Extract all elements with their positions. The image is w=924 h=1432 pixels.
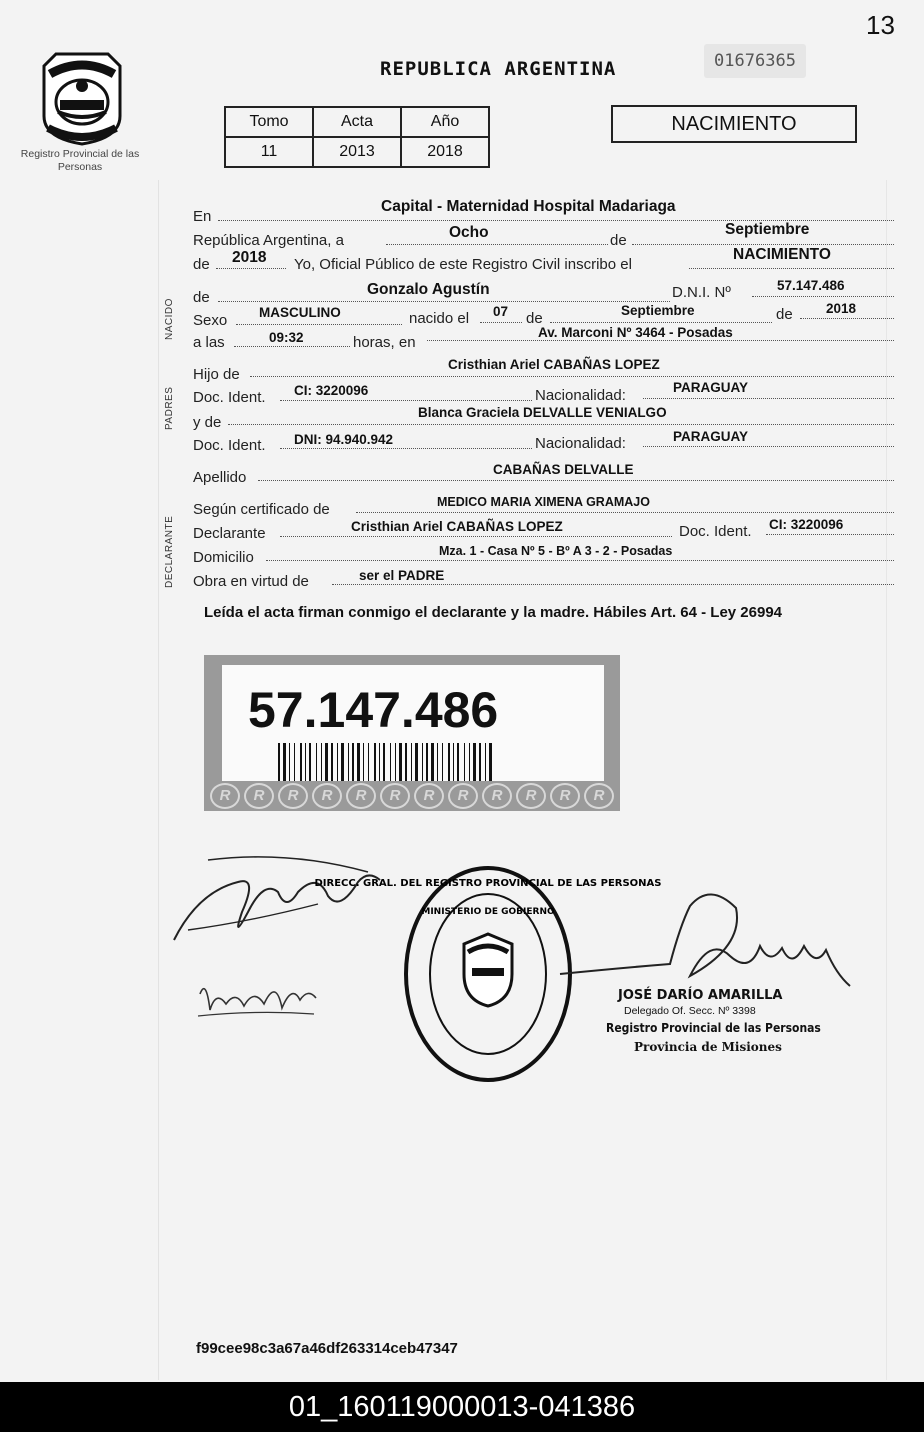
- value-madre: Blanca Graciela DELVALLE VENIALGO: [418, 405, 667, 420]
- side-label-nacido: NACIDO: [164, 298, 175, 340]
- mother-signature: [196, 970, 320, 1026]
- document-title: REPUBLICA ARGENTINA: [380, 58, 617, 80]
- label-doc-ident: Doc. Ident.: [193, 437, 266, 454]
- pattern-letter: R: [516, 783, 546, 809]
- pattern-letter: R: [278, 783, 308, 809]
- pattern-letter: R: [584, 783, 614, 809]
- dotted-line: [280, 400, 532, 401]
- province-coat-of-arms-logo: [36, 46, 128, 146]
- value-anio-nacimiento: 2018: [826, 301, 857, 316]
- table-row: [225, 137, 489, 167]
- label-domicilio: Domicilio: [193, 549, 254, 566]
- dotted-line: [480, 322, 522, 323]
- dotted-line: [332, 584, 894, 585]
- label-doc-ident: Doc. Ident.: [679, 523, 752, 540]
- dotted-line: [280, 536, 672, 537]
- dotted-line: [228, 424, 894, 425]
- label-doc-ident: Doc. Ident.: [193, 389, 266, 406]
- officer-role: Delegado Of. Secc. Nº 3398: [624, 1005, 756, 1017]
- label-nacionalidad: Nacionalidad:: [535, 387, 626, 404]
- table-header-anio: Año: [401, 107, 489, 137]
- label-de: de: [193, 289, 210, 306]
- label-de: de: [610, 232, 627, 249]
- table-header-tomo: Tomo: [225, 107, 313, 137]
- value-dia: Ocho: [449, 224, 489, 241]
- dotted-line: [766, 534, 894, 535]
- value-domicilio: Mza. 1 - Casa Nº 5 - Bº A 3 - 2 - Posadas: [439, 544, 673, 558]
- dotted-line: [356, 512, 894, 513]
- pattern-letter: R: [482, 783, 512, 809]
- label-de: de: [193, 256, 210, 273]
- dotted-line: [800, 318, 894, 319]
- officer-name: JOSÉ DARÍO AMARILLA: [618, 988, 783, 1003]
- table-cell-tomo: 11: [225, 137, 313, 167]
- value-apellido: CABAÑAS DELVALLE: [493, 462, 634, 477]
- label-oficial: Yo, Oficial Público de este Registro Civil inscribo el: [294, 256, 632, 273]
- label-sexo: Sexo: [193, 312, 228, 329]
- pattern-letter: R: [414, 783, 444, 809]
- pattern-letter: R: [312, 783, 342, 809]
- label-hijo-de: Hijo de: [193, 366, 240, 383]
- value-padre-doc: CI: 3220096: [294, 383, 369, 398]
- value-declarante: Cristhian Ariel CABAÑAS LOPEZ: [351, 519, 563, 534]
- pattern-letter: R: [448, 783, 478, 809]
- registry-name: Registro Provincial de las Personas: [20, 148, 140, 173]
- label-y-de: y de: [193, 414, 222, 431]
- value-certificado: MEDICO MARIA XIMENA GRAMAJO: [437, 495, 650, 509]
- label-de: de: [776, 306, 793, 323]
- pattern-letter: R: [346, 783, 376, 809]
- value-tipo: NACIMIENTO: [733, 246, 831, 263]
- value-anio: 2018: [232, 249, 267, 266]
- side-label-declarante: DECLARANTE: [164, 515, 175, 588]
- pattern-letter: R: [210, 783, 240, 809]
- dotted-line: [550, 322, 772, 323]
- dotted-line: [386, 244, 608, 245]
- label-en: En: [193, 208, 212, 225]
- dotted-line: [234, 346, 350, 347]
- pattern-letter: R: [380, 783, 410, 809]
- dotted-line: [643, 446, 894, 447]
- dotted-line: [427, 340, 894, 341]
- dni-label-panel: [222, 665, 604, 781]
- page-number: 13: [866, 10, 895, 40]
- declarant-signature: [168, 852, 388, 952]
- label-obra: Obra en virtud de: [193, 573, 309, 590]
- dotted-line: [218, 301, 670, 302]
- value-dia-nacimiento: 07: [493, 304, 509, 319]
- value-mes: Septiembre: [725, 221, 810, 238]
- value-sexo: MASCULINO: [259, 305, 341, 320]
- dotted-line: [250, 376, 894, 377]
- label-nacionalidad: Nacionalidad:: [535, 435, 626, 452]
- label-declarante: Declarante: [193, 525, 266, 542]
- table-cell-acta: 2013: [313, 137, 401, 167]
- serial-number: 01676365: [704, 44, 806, 78]
- label-segun-certificado: Según certificado de: [193, 501, 330, 518]
- label-dni: D.N.I. Nº: [672, 284, 731, 301]
- label-pattern-row: [210, 783, 614, 807]
- value-lugar-nacimiento: Av. Marconi Nº 3464 - Posadas: [538, 325, 733, 340]
- page-edge: [886, 180, 887, 1380]
- label-nacido-el: nacido el: [409, 310, 470, 327]
- label-a-las: a las: [193, 334, 225, 351]
- value-madre-nacionalidad: PARAGUAY: [673, 429, 749, 444]
- label-horas-en: horas, en: [353, 334, 416, 351]
- dni-number: 57.147.486: [248, 682, 499, 738]
- dni-barcode-label: [204, 655, 620, 811]
- stamp-inner-text: MINISTERIO DE GOBIERNO: [421, 907, 555, 917]
- pattern-letter: R: [244, 783, 274, 809]
- dotted-line: [266, 560, 894, 561]
- dotted-line: [752, 296, 894, 297]
- value-declarante-doc: CI: 3220096: [769, 517, 844, 532]
- value-hora: 09:32: [269, 330, 304, 345]
- pattern-letter: R: [550, 783, 580, 809]
- dotted-line: [216, 268, 286, 269]
- value-nombre: Gonzalo Agustín: [367, 281, 490, 298]
- value-madre-doc: DNI: 94.940.942: [294, 432, 394, 447]
- table-header-acta: Acta: [313, 107, 401, 137]
- label-de: de: [526, 310, 543, 327]
- label-apellido: Apellido: [193, 469, 247, 486]
- dotted-line: [236, 324, 402, 325]
- closing-note: Leída el acta firman conmigo el declarante y la madre. Hábiles Art. 64 - Ley 26994: [204, 604, 783, 621]
- stamp-outer-text: DIRECC. GRAL. DEL REGISTRO PROVINCIAL DE LAS PERSONAS: [314, 878, 662, 889]
- value-obra: ser el PADRE: [359, 568, 445, 583]
- value-lugar: Capital - Maternidad Hospital Madariaga: [381, 198, 676, 215]
- dotted-line: [643, 398, 894, 399]
- officer-province: Provincia de Misiones: [634, 1040, 782, 1054]
- value-padre-nacionalidad: PARAGUAY: [673, 380, 749, 395]
- page-edge: [158, 180, 159, 1380]
- label-republica: República Argentina, a: [193, 232, 344, 249]
- barcode: [278, 743, 496, 781]
- dotted-line: [258, 480, 894, 481]
- dotted-line: [689, 268, 894, 269]
- dotted-line: [632, 244, 894, 245]
- official-stamp: [314, 864, 662, 1084]
- value-padre: Cristhian Ariel CABAÑAS LOPEZ: [448, 357, 660, 372]
- table-header-row: [225, 107, 489, 137]
- table-cell-anio: 2018: [401, 137, 489, 167]
- dotted-line: [280, 448, 532, 449]
- officer-office: Registro Provincial de las Personas: [606, 1021, 821, 1035]
- record-type-box: NACIMIENTO: [611, 105, 857, 143]
- value-mes-nacimiento: Septiembre: [621, 303, 695, 318]
- document-hash: f99cee98c3a67a46df263314ceb47347: [196, 1340, 458, 1357]
- record-table: [224, 106, 490, 168]
- footer-id-bar: 01_160119000013-041386: [0, 1382, 924, 1432]
- side-label-padres: PADRES: [164, 386, 175, 430]
- value-dni: 57.147.486: [777, 278, 845, 293]
